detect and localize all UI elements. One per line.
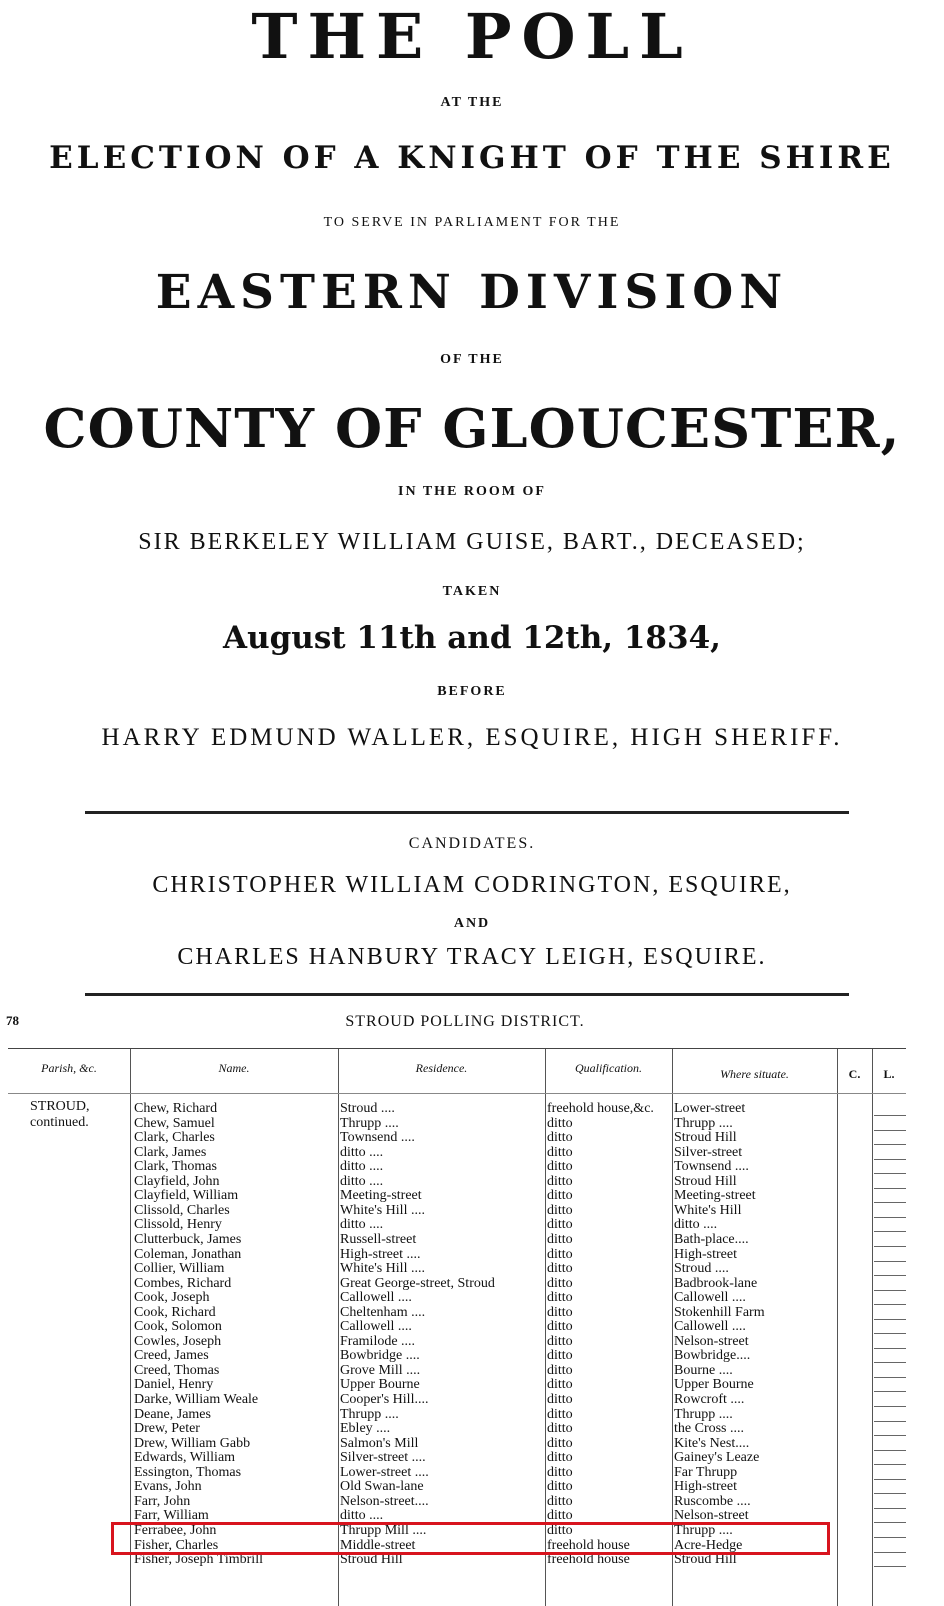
table-row — [8, 1276, 906, 1291]
voter-where-situate: Lower-street — [674, 1101, 746, 1116]
voter-name: Darke, William Weale — [134, 1392, 259, 1407]
table-row — [8, 1261, 906, 1276]
vote-cell — [874, 1508, 906, 1523]
table-row — [8, 1421, 906, 1436]
table-row — [8, 1247, 906, 1262]
voter-where-situate: the Cross .... — [674, 1421, 744, 1437]
voter-residence: ditto .... — [340, 1508, 384, 1524]
vote-cell — [874, 1334, 906, 1349]
voter-residence: Stroud Hill — [340, 1552, 403, 1568]
voter-qualification: ditto — [547, 1522, 573, 1538]
voter-name: Creed, James — [134, 1348, 209, 1364]
voter-qualification: ditto — [547, 1435, 573, 1451]
voter-qualification: ditto — [547, 1493, 573, 1509]
serve-label: TO SERVE IN PARLIAMENT FOR THE — [323, 215, 621, 230]
vote-cell — [874, 1174, 906, 1189]
voter-residence: Great George-street, Stroud — [340, 1275, 495, 1291]
table-row — [8, 1348, 906, 1363]
voter-name: Clark, James — [134, 1144, 207, 1160]
voter-name: Drew, William Gabb — [134, 1435, 251, 1451]
voter-where-situate: Townsend .... — [674, 1159, 749, 1175]
voter-name: Essington, Thomas — [134, 1464, 242, 1480]
voter-name: Cook, Joseph — [134, 1290, 210, 1306]
voter-where-situate: Stroud Hill — [674, 1130, 737, 1146]
voter-residence: Lower-street .... — [340, 1464, 429, 1480]
voter-qualification: ditto — [547, 1290, 573, 1306]
vote-cell — [874, 1348, 906, 1363]
voter-qualification: ditto — [547, 1115, 573, 1131]
vote-cell — [874, 1159, 906, 1174]
table-row — [8, 1479, 906, 1494]
table-row — [8, 1101, 906, 1116]
table-row — [8, 1436, 906, 1451]
voter-qualification: ditto — [547, 1333, 573, 1349]
voter-where-situate: Stroud Hill — [674, 1173, 737, 1189]
voter-where-situate: Bath-place.... — [674, 1231, 749, 1247]
voter-residence: Townsend .... — [340, 1130, 415, 1146]
voter-qualification: ditto — [547, 1304, 573, 1320]
voter-where-situate: Ruscombe .... — [674, 1493, 751, 1509]
voter-name: Creed, Thomas — [134, 1362, 220, 1378]
voter-name: Clissold, Henry — [134, 1217, 222, 1233]
voter-qualification: ditto — [547, 1464, 573, 1480]
voter-where-situate: Callowell .... — [674, 1290, 746, 1306]
header-divider — [8, 1093, 906, 1094]
header-residence: Residence. — [415, 1061, 468, 1075]
voter-where-situate: Stroud Hill — [674, 1552, 737, 1568]
voter-where-situate: Thrupp .... — [674, 1522, 733, 1538]
voter-qualification: ditto — [547, 1144, 573, 1160]
bottom-rule — [85, 993, 849, 996]
voter-qualification: ditto — [547, 1130, 573, 1146]
voter-residence: Old Swan-lane — [340, 1479, 424, 1495]
voter-name: Collier, William — [134, 1261, 225, 1277]
voter-where-situate: Stokenhill Farm — [674, 1304, 765, 1320]
vote-cell — [874, 1392, 906, 1407]
parish-continued: continued. — [30, 1115, 89, 1130]
vote-cell — [874, 1421, 906, 1436]
voter-where-situate: Bowbridge.... — [674, 1348, 751, 1364]
voter-where-situate: Acre-Hedge — [674, 1537, 743, 1553]
voter-where-situate: Far Thrupp — [674, 1464, 738, 1480]
voter-name: Clayfield, William — [134, 1188, 239, 1204]
voter-qualification: ditto — [547, 1377, 573, 1393]
table-row — [8, 1305, 906, 1320]
vote-cell — [874, 1247, 906, 1262]
voter-residence: Framilode .... — [340, 1333, 416, 1349]
voter-residence: White's Hill .... — [340, 1202, 425, 1218]
voter-name: Farr, John — [134, 1493, 191, 1509]
vote-cell — [874, 1276, 906, 1291]
table-row — [8, 1217, 906, 1232]
voter-qualification: ditto — [547, 1348, 573, 1364]
voter-where-situate: Nelson-street — [674, 1333, 749, 1349]
voter-residence: High-street .... — [340, 1246, 421, 1262]
voter-qualification: ditto — [547, 1275, 573, 1291]
and-label: AND — [453, 916, 491, 931]
voter-qualification: ditto — [547, 1450, 573, 1466]
voter-name: Evans, John — [134, 1479, 202, 1495]
voter-qualification: ditto — [547, 1246, 573, 1262]
voter-name: Farr, William — [134, 1508, 209, 1524]
vote-cell — [874, 1232, 906, 1247]
voter-name: Clark, Charles — [134, 1130, 215, 1146]
voter-where-situate: Thrupp .... — [674, 1406, 733, 1422]
voter-name: Combes, Richard — [134, 1275, 232, 1291]
voter-qualification: ditto — [547, 1231, 573, 1247]
before-label: BEFORE — [437, 684, 507, 699]
candidates-heading: CANDIDATES. — [408, 835, 536, 852]
top-rule — [85, 811, 849, 814]
table-row — [8, 1334, 906, 1349]
taken-label: TAKEN — [442, 584, 502, 599]
deceased-line: SIR BERKELEY WILLIAM GUISE, BART., DECEASED; — [138, 529, 806, 555]
voter-residence: Thrupp Mill .... — [340, 1522, 427, 1538]
table-row — [8, 1290, 906, 1305]
header-parish: Parish, &c. — [41, 1061, 97, 1075]
voter-residence: Grove Mill .... — [340, 1362, 421, 1378]
voter-qualification: freehold house — [547, 1552, 630, 1568]
voter-qualification: freehold house — [547, 1537, 630, 1553]
vote-cell — [874, 1436, 906, 1451]
page-number: 78 — [6, 1013, 19, 1028]
table-row — [8, 1319, 906, 1334]
voter-where-situate: Thrupp .... — [674, 1115, 733, 1131]
voter-residence: Thrupp .... — [340, 1115, 399, 1131]
candidate-2: CHARLES HANBURY TRACY LEIGH, ESQUIRE. — [177, 944, 767, 970]
voter-where-situate: Kite's Nest.... — [674, 1435, 750, 1451]
date-line: August 11th and 12th, 1834, — [223, 620, 721, 656]
table-row — [8, 1363, 906, 1378]
election-heading: ELECTION OF A KNIGHT OF THE SHIRE — [49, 140, 895, 176]
header-l: L. — [883, 1067, 895, 1081]
voter-name: Clark, Thomas — [134, 1159, 217, 1175]
voter-qualification: ditto — [547, 1261, 573, 1277]
voter-name: Drew, Peter — [134, 1421, 200, 1437]
vote-cell — [874, 1377, 906, 1392]
voter-residence: Middle-street — [340, 1537, 416, 1553]
county-heading: COUNTY OF GLOUCESTER, — [43, 398, 901, 460]
voter-residence: Cooper's Hill.... — [340, 1392, 429, 1407]
voter-residence: Stroud .... — [340, 1101, 395, 1116]
voter-residence: Russell-street — [340, 1231, 417, 1247]
vote-cell — [874, 1101, 906, 1116]
voter-qualification: ditto — [547, 1188, 573, 1204]
voter-qualification: ditto — [547, 1159, 573, 1175]
vote-cell — [874, 1217, 906, 1232]
voter-qualification: ditto — [547, 1508, 573, 1524]
parish-name: STROUD, — [30, 1099, 90, 1114]
voter-residence: ditto .... — [340, 1159, 384, 1175]
voter-where-situate: Meeting-street — [674, 1188, 756, 1204]
voter-name: Chew, Richard — [134, 1101, 218, 1116]
vote-cell — [874, 1465, 906, 1480]
voter-name: Clayfield, John — [134, 1173, 220, 1189]
voter-residence: Ebley .... — [340, 1421, 391, 1437]
voter-where-situate: Gainey's Leaze — [674, 1450, 760, 1466]
voter-residence: Callowell .... — [340, 1290, 412, 1306]
voter-name: Cook, Richard — [134, 1304, 216, 1320]
table-row — [8, 1159, 906, 1174]
voter-qualification: ditto — [547, 1362, 573, 1378]
voter-where-situate: Upper Bourne — [674, 1377, 754, 1393]
voter-qualification: ditto — [547, 1421, 573, 1437]
table-row — [8, 1465, 906, 1480]
voter-name: Coleman, Jonathan — [134, 1246, 242, 1262]
vote-cell — [874, 1523, 906, 1538]
voter-where-situate: Silver-street — [674, 1144, 743, 1160]
voter-residence: Meeting-street — [340, 1188, 422, 1204]
voter-residence: Silver-street .... — [340, 1450, 426, 1466]
table-row — [8, 1203, 906, 1218]
voter-name: Ferrabee, John — [134, 1522, 217, 1538]
table-row — [8, 1232, 906, 1247]
voter-name: Edwards, William — [134, 1450, 236, 1466]
vote-cell — [874, 1203, 906, 1218]
voter-where-situate: Stroud .... — [674, 1261, 729, 1277]
voter-qualification: ditto — [547, 1319, 573, 1335]
division-heading: EASTERN DIVISION — [155, 265, 789, 320]
voter-residence: ditto .... — [340, 1217, 384, 1233]
table-row — [8, 1145, 906, 1160]
table-row — [8, 1377, 906, 1392]
vote-cell — [874, 1290, 906, 1305]
voter-where-situate: High-street — [674, 1479, 737, 1495]
voter-qualification: ditto — [547, 1406, 573, 1422]
voter-residence: White's Hill .... — [340, 1261, 425, 1277]
table-row — [8, 1116, 906, 1131]
voter-where-situate: Callowell .... — [674, 1319, 746, 1335]
header-where: Where situate. — [720, 1067, 789, 1081]
vote-cell — [874, 1450, 906, 1465]
sheriff-line: HARRY EDMUND WALLER, ESQUIRE, HIGH SHERIFF. — [101, 724, 843, 751]
voter-name: Fisher, Charles — [134, 1537, 219, 1553]
district-title: STROUD POLLING DISTRICT. — [345, 1013, 585, 1030]
voter-residence: Nelson-street.... — [340, 1493, 429, 1509]
voter-residence: Upper Bourne — [340, 1377, 420, 1393]
vote-cell — [874, 1188, 906, 1203]
voter-residence: Callowell .... — [340, 1319, 412, 1335]
header-name: Name. — [218, 1061, 250, 1075]
voter-name: Clutterbuck, James — [134, 1231, 242, 1247]
voter-residence: Thrupp .... — [340, 1406, 399, 1422]
voter-where-situate: Rowcroft .... — [674, 1392, 745, 1407]
voter-where-situate: Bourne .... — [674, 1362, 733, 1378]
header-qualification: Qualification. — [575, 1061, 642, 1075]
voter-qualification: ditto — [547, 1217, 573, 1233]
poll-title: THE POLL — [251, 0, 693, 73]
voter-name: Cowles, Joseph — [134, 1333, 222, 1349]
room-of-label: IN THE ROOM OF — [398, 484, 546, 499]
vote-cell — [874, 1494, 906, 1509]
voter-residence: Bowbridge .... — [340, 1348, 420, 1364]
voter-name: Chew, Samuel — [134, 1115, 215, 1131]
voter-where-situate: Nelson-street — [674, 1508, 749, 1524]
vote-cell — [874, 1319, 906, 1334]
vote-cell — [874, 1363, 906, 1378]
vote-cell — [874, 1145, 906, 1160]
voter-qualification: freehold house,&c. — [547, 1101, 654, 1116]
voter-residence: ditto .... — [340, 1144, 384, 1160]
voter-name: Deane, James — [134, 1406, 211, 1422]
header-c: C. — [848, 1067, 861, 1081]
table-row — [8, 1494, 906, 1509]
voter-where-situate: White's Hill — [674, 1202, 742, 1218]
voter-where-situate: High-street — [674, 1246, 737, 1262]
vote-cell — [874, 1479, 906, 1494]
highlight-box — [111, 1522, 830, 1555]
voter-name: Fisher, Joseph Timbrill — [134, 1552, 263, 1568]
voter-residence: Cheltenham .... — [340, 1304, 426, 1320]
vote-cell — [874, 1407, 906, 1422]
voter-name: Clissold, Charles — [134, 1202, 230, 1218]
at-the-label: AT THE — [440, 95, 504, 110]
voter-qualification: ditto — [547, 1173, 573, 1189]
table-row — [8, 1130, 906, 1145]
voter-where-situate: Badbrook-lane — [674, 1275, 758, 1291]
voter-qualification: ditto — [547, 1202, 573, 1218]
vote-cell — [874, 1305, 906, 1320]
vote-cell — [874, 1130, 906, 1145]
of-the-label: OF THE — [440, 352, 504, 367]
table-row — [8, 1174, 906, 1189]
voter-residence: Salmon's Mill — [340, 1435, 419, 1451]
table-row — [8, 1188, 906, 1203]
vote-cell — [874, 1552, 906, 1567]
voter-name: Cook, Solomon — [134, 1319, 222, 1335]
candidate-1: CHRISTOPHER WILLIAM CODRINGTON, ESQUIRE, — [152, 872, 792, 898]
voter-qualification: ditto — [547, 1392, 573, 1407]
table-row — [8, 1450, 906, 1465]
vote-cell — [874, 1261, 906, 1276]
voter-residence: ditto .... — [340, 1173, 384, 1189]
voter-name: Daniel, Henry — [134, 1377, 214, 1393]
voter-qualification: ditto — [547, 1479, 573, 1495]
vote-cell — [874, 1538, 906, 1553]
table-row — [8, 1392, 906, 1407]
voter-where-situate: ditto .... — [674, 1217, 718, 1233]
table-row — [8, 1407, 906, 1422]
vote-cell — [874, 1116, 906, 1131]
